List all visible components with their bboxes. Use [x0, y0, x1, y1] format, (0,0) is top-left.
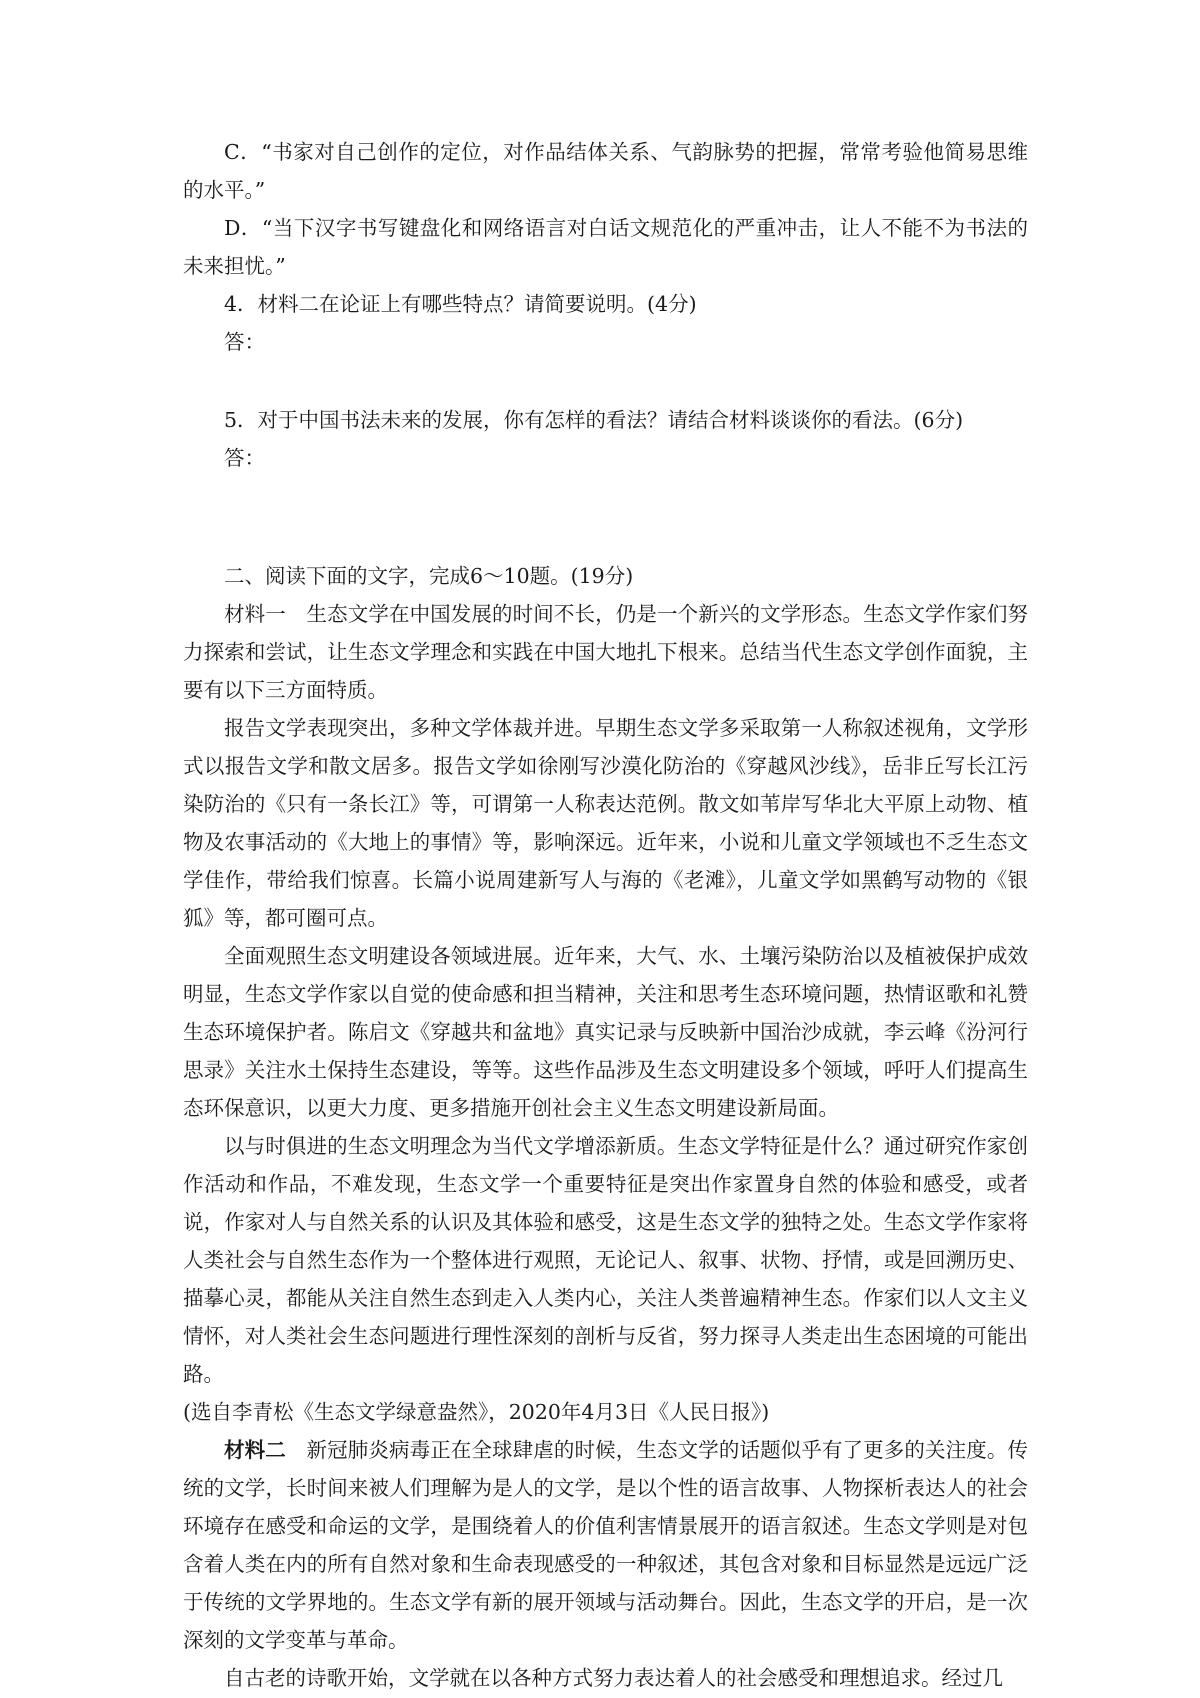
material1-paragraph-1: 材料一 生态文学在中国发展的时间不长，仍是一个新兴的文学形态。生态文学作家们努力探索和尝试，让生态文学理念和实践在中国大地扎下根来。总结当代生态文学创作面貌，主要有以下三方面特质。 — [183, 602, 1028, 702]
material2-paragraph-2: 自古老的诗歌开始，文学就在以各种方式努力表达着人的社会感受和理想追求。经过几 — [224, 1666, 1003, 1690]
material1-paragraph-3: 全面观照生态文明建设各领域进展。近年来，大气、水、土壤污染防治以及植被保护成效明显，生态文学作家以自觉的使命感和担当精神，关注和思考生态环境问题，热情讴歌和礼赞生态环境保护者。陈启文《穿越共和盆地》真实记录与反映新中国治沙成就，李云峰《汾河行思录》关注水土保持生态建设，等等。这些作品涉及生态文明建设多个领域，呼吁人们提高生态环保意识，以更大力度、更多措施开创社会主义生态文明建设新局面。 — [183, 944, 1028, 1120]
option-c: C．“书家对自己创作的定位，对作品结体关系、气韵脉势的把握，常常考验他简易思维的水平。” — [183, 140, 1028, 202]
material2-text-1: 新冠肺炎病毒正在全球肆虐的时候，生态文学的话题似乎有了更多的关注度。传统的文学，长时间来被人们理解为是人的文学，是以个性的语言故事、人物探析表达人的社会环境存在感受和命运的文学，是围绕着人的价值利害情景展开的语言叙述。生态文学则是对包含着人类在内的所有自然对象和生命表现感受的一种叙述，其包含对象和目标显然是远远广泛于传统的文学界地的。生态文学有新的展开领域与活动舞台。因此，生态文学的开启，是一次深刻的文学变革与革命。 — [183, 1438, 1029, 1652]
material2-paragraph-1 — [183, 1431, 1028, 1659]
material1-paragraph-4: 以与时俱进的生态文明理念为当代文学增添新质。生态文学特征是什么？通过研究作家创作活动和作品，不难发现，生态文学一个重要特征是突出作家置身自然的体验和感受，或者说，作家对人与自然关系的认识及其体验和感受，这是生态文学的独特之处。生态文学作家将人类社会与自然生态作为一个整体进行观照，无论记人、叙事、状物、抒情，或是回溯历史、描摹心灵，都能从关注自然生态到走入人类内心，关注人类普遍精神生态。作家们以人文主义情怀，对人类社会生态问题进行理性深刻的剖析与反省，努力探寻人类走出生态困境的可能出路。 — [183, 1134, 1028, 1386]
reading-section — [183, 557, 1028, 1697]
material1-paragraph-2: 报告文学表现突出，多种文学体裁并进。早期生态文学多采取第一人称叙述视角，文学形式以报告文学和散文居多。报告文学如徐刚写沙漠化防治的《穿越风沙线》，岳非丘写长江污染防治的《只有一条长江》等，可谓第一人称表达范例。散文如苇岸写华北大平原上动物、植物及农事活动的《大地上的事情》等，影响深远。近年来，小说和儿童文学领域也不乏生态文学佳作，带给我们惊喜。长篇小说周建新写人与海的《老滩》，儿童文学如黑鹤写动物的《银狐》等，都可圈可点。 — [183, 716, 1028, 930]
option-d: D．“当下汉字书写键盘化和网络语言对白话文规范化的严重冲击，让人不能不为书法的未来担忧。” — [183, 216, 1028, 278]
material2-label: 材料二 — [224, 1438, 286, 1462]
answer-label-5: 答： — [224, 446, 265, 470]
question-5-block — [183, 401, 1028, 477]
question-4: 4．材料二在论证上有哪些特点？请简要说明。(4分) — [224, 292, 697, 316]
answer-label-4: 答： — [224, 330, 265, 354]
section-heading: 二、阅读下面的文字，完成6～10题。(19分) — [224, 564, 634, 588]
option-block — [183, 133, 1028, 361]
material1-source: (选自李青松《生态文学绿意盎然》，2020年4月3日《人民日报》) — [183, 1400, 770, 1424]
question-5: 5．对于中国书法未来的发展，你有怎样的看法？请结合材料谈谈你的看法。(6分) — [224, 408, 964, 432]
